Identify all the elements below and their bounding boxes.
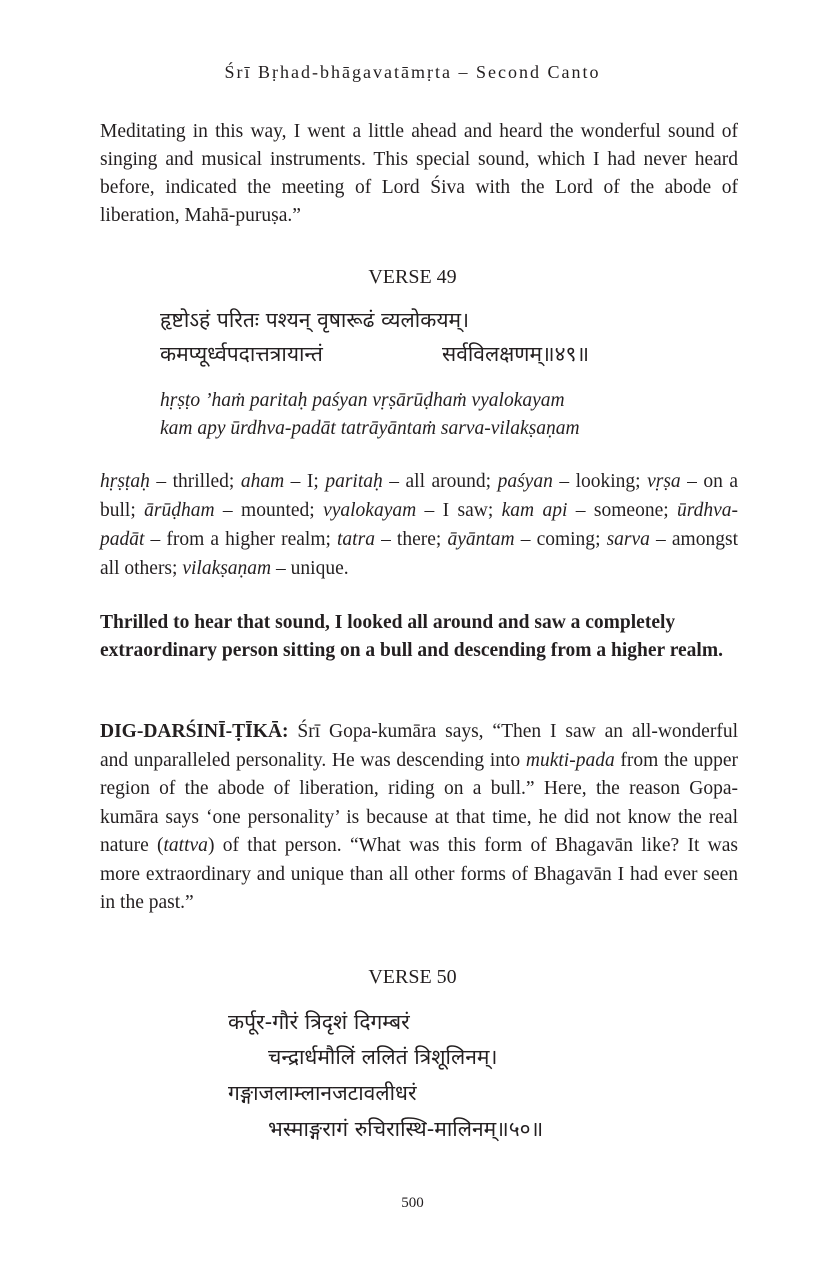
verse-49-commentary xyxy=(100,718,738,918)
synonym-term: tatra xyxy=(337,529,375,550)
commentary-label: DIG-DARŚINĪ-ṬĪKĀ: xyxy=(100,721,289,742)
verse-49-sanskrit-line-2a: कमप्यूर्ध्वपदात्तत्रायान्तं xyxy=(160,342,323,366)
verse-49-title: VERSE 49 xyxy=(368,266,457,288)
verse-50-sanskrit-line-1: कर्पूर-गौरं त्रिदृशं दिगम्बरं xyxy=(228,1010,410,1034)
synonym-meaning: looking xyxy=(575,471,636,492)
synonym-meaning: amongst all others xyxy=(100,529,738,579)
page-number: 500 xyxy=(401,1195,424,1211)
verse-50-sanskrit-line-4: भस्माङ्गरागं रुचिरास्थि-मालिनम्॥५०॥ xyxy=(268,1117,544,1141)
synonym-meaning: mounted xyxy=(241,500,310,521)
commentary-term-tattva: tattva xyxy=(163,835,208,856)
commentary-term-mukti-pada: mukti-pada xyxy=(525,749,615,771)
verse-49-translation: Thrilled to hear that sound, I looked all around and saw a completely extraordinary person sitting on a bull and descending from a higher realm. xyxy=(100,612,723,661)
verse-49-transliteration-line-1: hṛṣṭo ’haṁ paritaḥ paśyan vṛṣārūḍhaṁ vyalokayam xyxy=(160,390,565,411)
synonym-term: paritaḥ xyxy=(325,471,383,492)
verse-50-title: VERSE 50 xyxy=(368,966,457,988)
synonym-term: vyalokayam xyxy=(323,500,417,521)
commentary-text-1: Śrī Gopa-kumāra says, “Then I saw an all-wonderful and unparalleled personality. He was descending into xyxy=(100,721,738,771)
synonym-meaning: unique xyxy=(290,558,344,579)
verse-49-sanskrit-line-2b: सर्वविलक्षणम्॥४९॥ xyxy=(442,342,590,366)
verse-49-transliteration-line-2: kam apy ūrdhva-padāt tatrāyāntaṁ sarva-vilakṣaṇam xyxy=(160,418,580,439)
synonym-term: aham xyxy=(240,471,285,492)
synonym-meaning: coming xyxy=(536,529,596,550)
synonym-term: āyāntam xyxy=(447,529,515,550)
synonym-meaning: on a bull xyxy=(100,471,739,521)
synonym-meaning: I xyxy=(306,471,314,492)
synonym-term: ārūḍham xyxy=(144,500,215,521)
synonym-term: kam api xyxy=(501,500,568,521)
synonym-meaning: there xyxy=(396,529,436,550)
synonym-term: sarva xyxy=(606,529,650,550)
synonym-term: ūrdhva-padāt xyxy=(100,500,739,550)
verse-49-synonyms: hṛṣṭaḥ – thrilled; aham – I; paritaḥ – all around; paśyan – looking; vṛṣa – on a bull; ārūḍham – mounted; vyalokayam – I saw; kam api – someone; ūrdhva-padāt – from a higher realm; tatra – there; āyāntam – coming; sarva – amongst all others; vilakṣaṇam – unique. xyxy=(100,471,739,579)
verse-50-sanskrit-line-2: चन्द्रार्धमौलिं ललितं त्रिशूलिनम्। xyxy=(268,1045,498,1069)
synonym-term: vilakṣaṇam xyxy=(182,558,272,579)
intro-paragraph: Meditating in this way, I went a little ahead and heard the wonderful sound of singing and musical instruments. This special sound, which I had never heard before, indicated the meeting of Lord Śiva with the Lord of the abode of liberation, Mahā-puruṣa.” xyxy=(100,121,738,226)
verse-49-sanskrit-line-1: हृष्टोऽहं परितः पश्यन् वृषारूढं व्यलोकयम्। xyxy=(160,308,470,332)
synonym-term: hṛṣṭaḥ xyxy=(100,471,150,492)
verse-50-sanskrit-line-3: गङ्गाजलाम्लानजटावलीधरं xyxy=(228,1081,417,1105)
running-head: Śrī Bṛhad-bhāgavatāmṛta – Second Canto xyxy=(224,62,601,82)
synonym-meaning: all around xyxy=(405,471,486,492)
synonym-meaning: someone xyxy=(593,500,664,521)
commentary-text-3: ) of that person. “What was this form of Bhagavān like? It was more extraordinary and unique than all other forms of Bhagavān I had ever seen in the past.” xyxy=(100,835,738,913)
synonym-meaning: thrilled xyxy=(172,471,229,492)
synonym-term: vṛṣa xyxy=(647,471,681,492)
commentary-text-2: from the upper region of the abode of liberation, riding on a bull.” Here, the reason Gopa-kumāra says ‘one personality’ is because at that time, he did not know the real nature ( xyxy=(100,749,738,856)
synonym-meaning: I saw xyxy=(442,500,488,521)
synonym-meaning: from a higher realm xyxy=(166,529,326,550)
synonym-term: paśyan xyxy=(497,471,553,492)
